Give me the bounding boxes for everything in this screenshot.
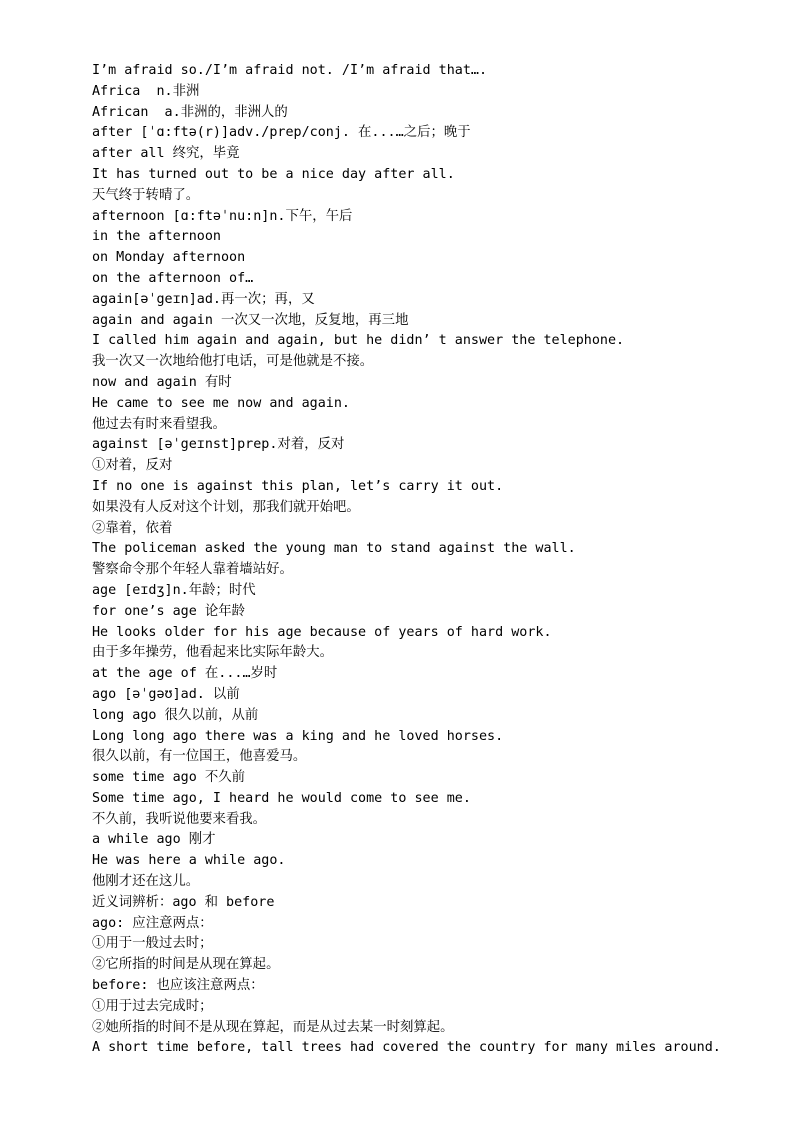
text-line: again[əˈgeɪn]ad.再一次；再，又 xyxy=(92,291,315,307)
text-line: after all 终究，毕竟 xyxy=(92,146,240,162)
text-line: age [eɪdʒ]n.年龄；时代 xyxy=(92,582,256,598)
text-line: Some time ago, I heard he would come to see me. xyxy=(92,790,471,806)
text-line: a while ago 刚才 xyxy=(92,832,216,848)
text-line: I called him again and again, but he didn’ t answer the telephone. xyxy=(92,333,625,349)
text-line: 警察命令那个年轻人靠着墙站好。 xyxy=(92,562,293,578)
text-line: 我一次又一次地给他打电话，可是他就是不接。 xyxy=(92,354,374,370)
text-line: 很久以前，有一位国王，他喜爱马。 xyxy=(92,749,307,765)
text-line: ②她所指的时间不是从现在算起，而是从过去某一时刻算起。 xyxy=(92,1019,454,1035)
text-line: at the age of 在...…岁时 xyxy=(92,666,278,682)
text-line: 近义词辨析：ago 和 before xyxy=(92,894,275,910)
text-line: 他过去有时来看望我。 xyxy=(92,416,226,432)
text-line: in the afternoon xyxy=(92,229,221,245)
text-line: It has turned out to be a nice day after all. xyxy=(92,166,455,182)
text-line: before: 也应该注意两点： xyxy=(92,978,264,994)
text-line: He looks older for his age because of years of hard work. xyxy=(92,624,552,640)
text-line: ①用于一般过去时； xyxy=(92,936,213,952)
text-line: The policeman asked the young man to stand against the wall. xyxy=(92,541,576,557)
text-line: again and again 一次又一次地，反复地，再三地 xyxy=(92,312,409,328)
text-line: ①对着，反对 xyxy=(92,458,173,474)
text-line: after [ˈɑ:ftə(r)]adv./prep/conj. 在...…之后；晚于 xyxy=(92,125,471,141)
text-line: against [əˈgeɪnst]prep.对着，反对 xyxy=(92,437,345,453)
text-line: Long long ago there was a king and he loved horses. xyxy=(92,728,504,744)
text-line: now and again 有时 xyxy=(92,374,232,390)
text-line: ①用于过去完成时； xyxy=(92,998,213,1014)
text-line: I’m afraid so./I’m afraid not. /I’m afraid that…. xyxy=(92,63,488,78)
text-line: He was here a while ago. xyxy=(92,853,286,869)
text-line: afternoon [ɑ:ftəˈnu:n]n.下午，午后 xyxy=(92,208,353,224)
text-line: African a.非洲的，非洲人的 xyxy=(92,104,288,120)
text-line: If no one is against this plan, let’s carry it out. xyxy=(92,478,504,494)
text-line: 不久前，我听说他要来看我。 xyxy=(92,811,267,827)
text-line: Africa n.非洲 xyxy=(92,83,200,99)
text-line: 如果没有人反对这个计划，那我们就开始吧。 xyxy=(92,499,360,515)
text-line: ago [əˈgəʊ]ad. 以前 xyxy=(92,686,240,702)
text-line: He came to see me now and again. xyxy=(92,395,350,411)
text-line: on the afternoon of… xyxy=(92,270,254,286)
text-line: 他刚才还在这儿。 xyxy=(92,874,200,890)
text-line: some time ago 不久前 xyxy=(92,770,246,786)
text-line: for one’s age 论年龄 xyxy=(92,603,246,619)
text-line: ②它所指的时间是从现在算起。 xyxy=(92,957,280,973)
text-line: ago: 应注意两点： xyxy=(92,915,213,931)
text-line: on Monday afternoon xyxy=(92,250,246,266)
text-line: 由于多年操劳，他看起来比实际年龄大。 xyxy=(92,645,334,661)
text-line: A short time before, tall trees had covered the country for many miles around. xyxy=(92,1040,721,1056)
text-line: ②靠着，依着 xyxy=(92,520,173,536)
text-line: long ago 很久以前，从前 xyxy=(92,707,259,723)
text-line: 天气终于转晴了。 xyxy=(92,187,200,203)
document-page xyxy=(92,61,772,1059)
